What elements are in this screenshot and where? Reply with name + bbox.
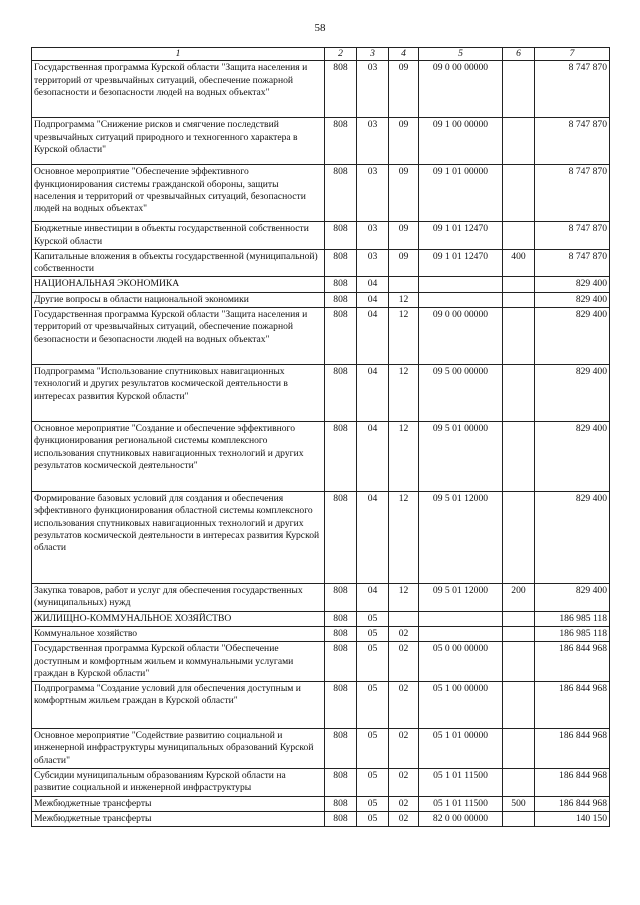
row-target-article: 05 1 01 11500 — [419, 769, 503, 797]
row-expense-type — [503, 277, 535, 292]
row-name: Основное мероприятие "Обеспечение эффективного функционирования системы гражданской обороны, защиты населения и территорий от чрезвычайных ситуаций, безопасности людей на водных объектах" — [32, 165, 325, 222]
row-subsection: 12 — [389, 422, 419, 492]
row-amount: 8 747 870 — [535, 249, 610, 277]
row-code: 808 — [325, 796, 357, 811]
table-row — [32, 61, 610, 118]
table-row — [32, 308, 610, 365]
table-row — [32, 811, 610, 826]
row-subsection: 09 — [389, 165, 419, 222]
row-target-article — [419, 277, 503, 292]
row-name: Бюджетные инвестиции в объекты государственной собственности Курской области — [32, 222, 325, 250]
row-code: 808 — [325, 118, 357, 165]
row-target-article: 09 1 01 00000 — [419, 165, 503, 222]
row-subsection — [389, 611, 419, 626]
row-section: 05 — [357, 626, 389, 641]
row-code: 808 — [325, 611, 357, 626]
table-row — [32, 249, 610, 277]
row-target-article: 09 1 01 12470 — [419, 222, 503, 250]
row-target-article: 09 0 00 00000 — [419, 308, 503, 365]
row-code: 808 — [325, 492, 357, 584]
row-name: Основное мероприятие "Содействие развитию социальной и инженерной инфраструктуры муниципальных образований Курской области" — [32, 729, 325, 769]
table-row — [32, 492, 610, 584]
row-subsection — [389, 277, 419, 292]
row-target-article: 05 0 00 00000 — [419, 642, 503, 682]
row-subsection: 09 — [389, 118, 419, 165]
row-amount: 140 150 — [535, 811, 610, 826]
row-name: Формирование базовых условий для создания и обеспечения эффективного функционирования областной системы комплексного использования спутниковых навигационных технологий и других результатов космической деятельности в интересах развития Курской области — [32, 492, 325, 584]
row-section: 05 — [357, 682, 389, 729]
row-name: Подпрограмма "Создание условий для обеспечения доступным и комфортным жильем граждан в Курской области" — [32, 682, 325, 729]
row-subsection: 02 — [389, 811, 419, 826]
column-header-expense-type: 6 — [503, 48, 535, 61]
row-expense-type — [503, 769, 535, 797]
row-expense-type — [503, 165, 535, 222]
row-target-article — [419, 292, 503, 307]
row-amount: 8 747 870 — [535, 222, 610, 250]
row-expense-type — [503, 811, 535, 826]
table-header-row — [32, 48, 610, 61]
row-amount: 186 844 968 — [535, 682, 610, 729]
table-row — [32, 796, 610, 811]
row-amount: 186 844 968 — [535, 796, 610, 811]
row-subsection: 12 — [389, 308, 419, 365]
row-target-article: 09 5 00 00000 — [419, 365, 503, 422]
row-subsection: 02 — [389, 682, 419, 729]
row-expense-type — [503, 422, 535, 492]
budget-table — [31, 47, 610, 827]
row-name: Коммунальное хозяйство — [32, 626, 325, 641]
row-expense-type — [503, 682, 535, 729]
row-expense-type: 400 — [503, 249, 535, 277]
row-subsection: 12 — [389, 292, 419, 307]
row-amount: 186 844 968 — [535, 769, 610, 797]
row-section: 03 — [357, 118, 389, 165]
row-section: 05 — [357, 811, 389, 826]
row-code: 808 — [325, 308, 357, 365]
row-subsection: 02 — [389, 626, 419, 641]
row-name: Государственная программа Курской области "Защита населения и территорий от чрезвычайных ситуаций, обеспечение пожарной безопасности и безопасности людей на водных объектах" — [32, 61, 325, 118]
row-target-article: 09 5 01 12000 — [419, 584, 503, 612]
row-section: 03 — [357, 165, 389, 222]
row-amount: 829 400 — [535, 492, 610, 584]
row-code: 808 — [325, 277, 357, 292]
row-subsection: 02 — [389, 729, 419, 769]
row-section: 05 — [357, 611, 389, 626]
row-section: 05 — [357, 796, 389, 811]
row-expense-type: 500 — [503, 796, 535, 811]
row-expense-type — [503, 642, 535, 682]
row-section: 04 — [357, 308, 389, 365]
row-target-article: 05 1 01 11500 — [419, 796, 503, 811]
row-target-article: 05 1 01 00000 — [419, 729, 503, 769]
row-expense-type — [503, 492, 535, 584]
row-amount: 186 985 118 — [535, 626, 610, 641]
row-section: 05 — [357, 729, 389, 769]
column-header-subsection: 4 — [389, 48, 419, 61]
row-section: 04 — [357, 584, 389, 612]
row-expense-type — [503, 61, 535, 118]
table-row — [32, 365, 610, 422]
row-target-article — [419, 626, 503, 641]
row-code: 808 — [325, 61, 357, 118]
column-header-amount: 7 — [535, 48, 610, 61]
row-amount: 829 400 — [535, 277, 610, 292]
table-row — [32, 729, 610, 769]
table-row — [32, 584, 610, 612]
row-section: 04 — [357, 292, 389, 307]
row-subsection: 02 — [389, 642, 419, 682]
row-amount: 829 400 — [535, 308, 610, 365]
column-header-target-article: 5 — [419, 48, 503, 61]
row-amount: 8 747 870 — [535, 61, 610, 118]
row-subsection: 12 — [389, 492, 419, 584]
row-expense-type — [503, 222, 535, 250]
row-expense-type — [503, 729, 535, 769]
row-subsection: 02 — [389, 796, 419, 811]
row-code: 808 — [325, 422, 357, 492]
row-name: Подпрограмма "Снижение рисков и смягчение последствий чрезвычайных ситуаций природного и техногенного характера в Курской области" — [32, 118, 325, 165]
row-code: 808 — [325, 626, 357, 641]
row-target-article — [419, 611, 503, 626]
row-target-article: 09 1 00 00000 — [419, 118, 503, 165]
row-name: Другие вопросы в области национальной экономики — [32, 292, 325, 307]
page-number: 58 — [314, 22, 326, 34]
row-subsection: 02 — [389, 769, 419, 797]
row-section: 05 — [357, 642, 389, 682]
row-section: 04 — [357, 277, 389, 292]
row-subsection: 12 — [389, 365, 419, 422]
row-code: 808 — [325, 165, 357, 222]
table-row — [32, 611, 610, 626]
row-section: 03 — [357, 222, 389, 250]
table-row — [32, 626, 610, 641]
row-expense-type — [503, 626, 535, 641]
row-section: 04 — [357, 365, 389, 422]
row-subsection: 12 — [389, 584, 419, 612]
column-header-section: 3 — [357, 48, 389, 61]
row-target-article: 09 5 01 12000 — [419, 492, 503, 584]
row-code: 808 — [325, 811, 357, 826]
table-row — [32, 422, 610, 492]
row-amount: 829 400 — [535, 365, 610, 422]
row-expense-type — [503, 308, 535, 365]
row-target-article: 05 1 00 00000 — [419, 682, 503, 729]
row-subsection: 09 — [389, 222, 419, 250]
row-amount: 186 985 118 — [535, 611, 610, 626]
row-amount: 186 844 968 — [535, 729, 610, 769]
table-row — [32, 769, 610, 797]
row-amount: 829 400 — [535, 422, 610, 492]
row-code: 808 — [325, 584, 357, 612]
row-expense-type — [503, 118, 535, 165]
row-subsection: 09 — [389, 249, 419, 277]
row-name: Государственная программа Курской области "Защита населения и территорий от чрезвычайных ситуаций, обеспечение пожарной безопасности и безопасности людей на водных объектах" — [32, 308, 325, 365]
column-header-name: 1 — [32, 48, 325, 61]
row-amount: 829 400 — [535, 584, 610, 612]
row-name: Межбюджетные трансферты — [32, 796, 325, 811]
row-section: 03 — [357, 61, 389, 118]
row-section: 04 — [357, 492, 389, 584]
row-section: 03 — [357, 249, 389, 277]
row-amount: 829 400 — [535, 292, 610, 307]
row-name: Капитальные вложения в объекты государственной (муниципальной) собственности — [32, 249, 325, 277]
row-code: 808 — [325, 769, 357, 797]
row-target-article: 09 0 00 00000 — [419, 61, 503, 118]
row-name: Закупка товаров, работ и услуг для обеспечения государственных (муниципальных) нужд — [32, 584, 325, 612]
row-name: Основное мероприятие "Создание и обеспечение эффективного функционирования региональной системы комплексного использования спутниковых навигационных технологий и других результатов космической деятельности" — [32, 422, 325, 492]
row-code: 808 — [325, 729, 357, 769]
row-target-article: 82 0 00 00000 — [419, 811, 503, 826]
row-code: 808 — [325, 292, 357, 307]
row-section: 05 — [357, 769, 389, 797]
row-name: Государственная программа Курской области "Обеспечение доступным и комфортным жильем и коммунальными услугами граждан в Курской области" — [32, 642, 325, 682]
row-expense-type — [503, 611, 535, 626]
row-name: Межбюджетные трансферты — [32, 811, 325, 826]
row-name: Субсидии муниципальным образованиям Курской области на развитие социальной и инженерной инфраструктуры — [32, 769, 325, 797]
table-row — [32, 165, 610, 222]
row-subsection: 09 — [389, 61, 419, 118]
row-section: 04 — [357, 422, 389, 492]
table-row — [32, 682, 610, 729]
table-row — [32, 292, 610, 307]
table-row — [32, 118, 610, 165]
row-expense-type — [503, 365, 535, 422]
row-code: 808 — [325, 682, 357, 729]
table-row — [32, 222, 610, 250]
row-code: 808 — [325, 642, 357, 682]
row-expense-type — [503, 292, 535, 307]
row-name: Подпрограмма "Использование спутниковых навигационных технологий и других результатов космической деятельности в интересах развития Курской области" — [32, 365, 325, 422]
row-code: 808 — [325, 222, 357, 250]
row-target-article: 09 1 01 12470 — [419, 249, 503, 277]
row-amount: 8 747 870 — [535, 165, 610, 222]
table-row — [32, 642, 610, 682]
row-target-article: 09 5 01 00000 — [419, 422, 503, 492]
row-expense-type: 200 — [503, 584, 535, 612]
row-name: ЖИЛИЩНО-КОММУНАЛЬНОЕ ХОЗЯЙСТВО — [32, 611, 325, 626]
column-header-code: 2 — [325, 48, 357, 61]
row-amount: 186 844 968 — [535, 642, 610, 682]
table-row — [32, 277, 610, 292]
row-amount: 8 747 870 — [535, 118, 610, 165]
row-code: 808 — [325, 365, 357, 422]
row-code: 808 — [325, 249, 357, 277]
row-name: НАЦИОНАЛЬНАЯ ЭКОНОМИКА — [32, 277, 325, 292]
